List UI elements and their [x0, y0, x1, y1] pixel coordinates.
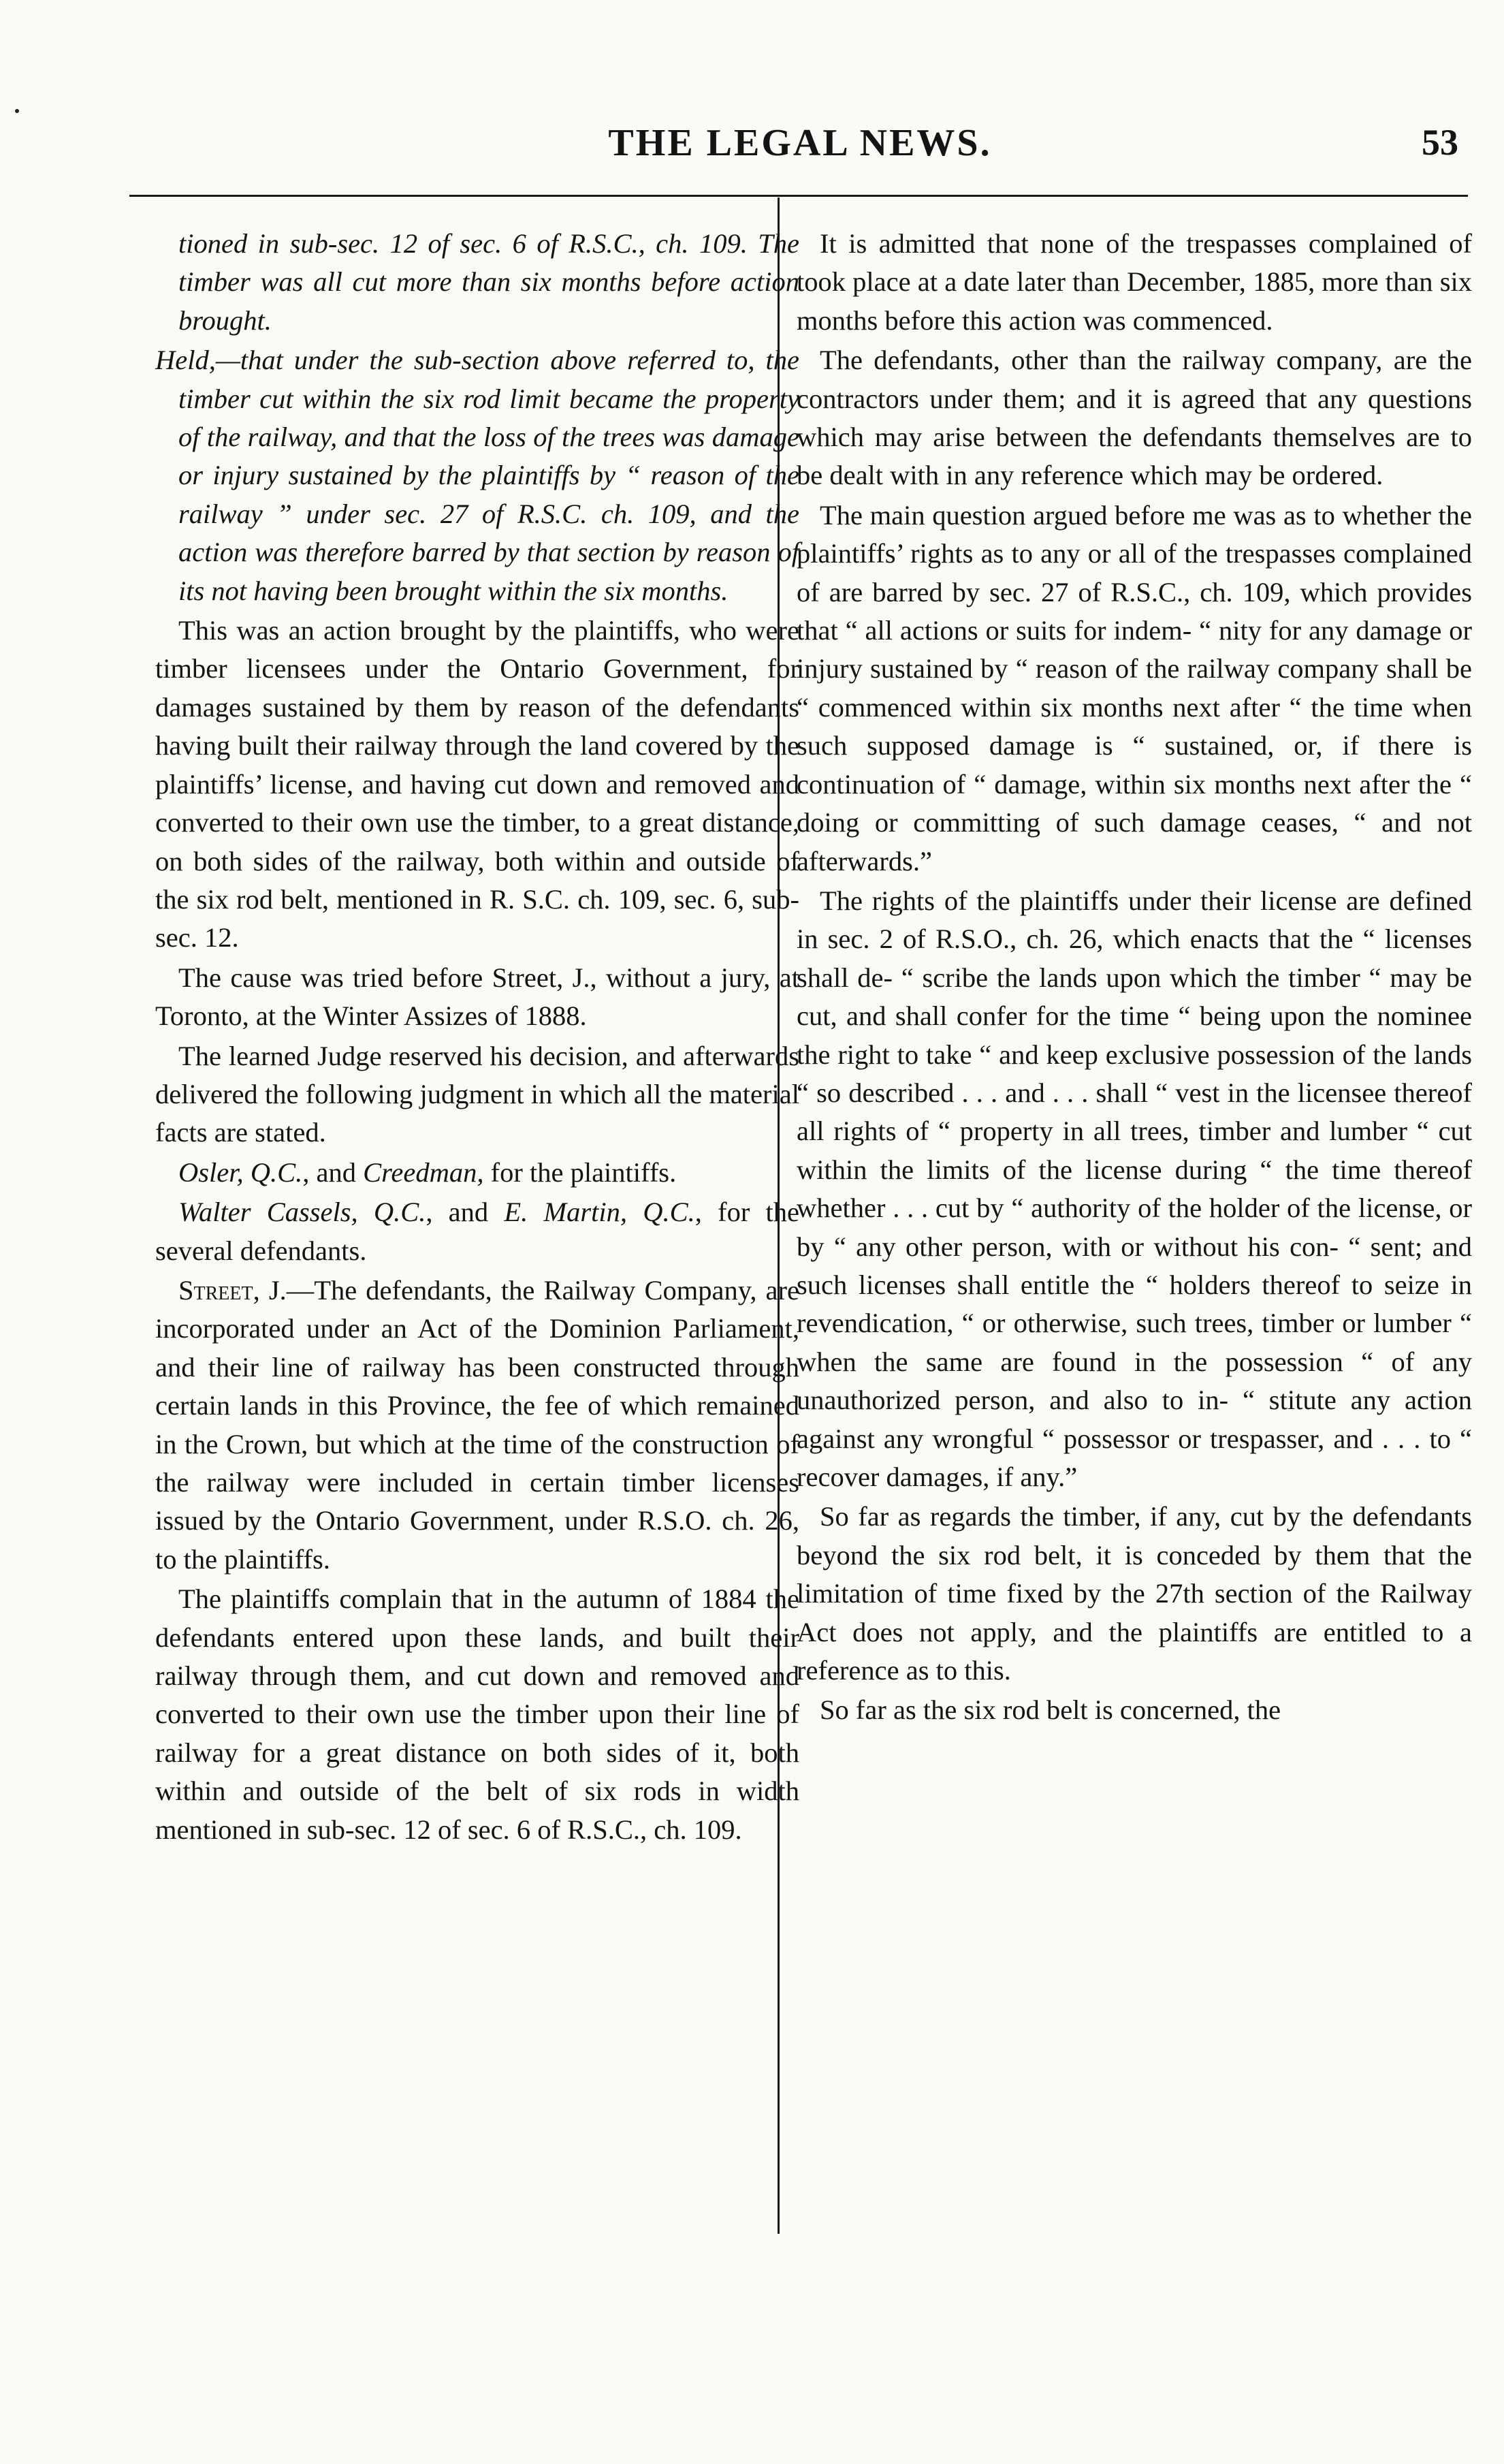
page-number: 53: [1422, 122, 1458, 163]
judge-name: Street: [178, 1274, 253, 1306]
left-column: [155, 225, 799, 1850]
judgment-text: , J.—The defendants, the Railway Company, are incorporated under an Act of the Dominion Parliament, and their line of railway has been constructed through certain lands in this Province, the fee of which remained in the Crown, but which at the time of the construction of the railway were included in certain timber licenses issued by the Ontario Government, under R.S.O. ch. 26, to the plaintiffs.: [155, 1274, 799, 1575]
counsel-plaintiffs: [155, 1154, 799, 1192]
paragraph-judgment: [155, 1272, 799, 1579]
headnote-continuation: tioned in sub-sec. 12 of sec. 6 of R.S.C., ch. 109. The timber was all cut more than six months before action brought.: [178, 228, 799, 336]
paragraph-reserved: The learned Judge reserved his decision, and afterwards delivered the following judgment in which all the material facts are stated.: [155, 1040, 799, 1148]
counsel-name: Creedman,: [363, 1156, 484, 1188]
right-column: [797, 225, 1472, 1731]
counsel-name: Walter Cassels, Q.C.: [178, 1197, 426, 1228]
page-header: [129, 116, 1471, 177]
margin-speck: [15, 109, 19, 113]
counsel-role: for the plaintiffs.: [483, 1156, 677, 1188]
counsel-name: E. Martin, Q.C.: [504, 1197, 695, 1228]
counsel-name: Osler, Q.C.: [178, 1156, 303, 1188]
paragraph-beyond-belt: So far as regards the timber, if any, cut by the defendants beyond the six rod belt, it is conceded by them that the limitation of time fixed by the 27th section of the Railway Act does not apply, and the plaintiffs are entitled to a reference as to this.: [797, 1501, 1472, 1686]
paragraph-contractors: The defendants, other than the railway company, are the contractors under them; and it is agreed that any questions which may arise between the defendants themselves are to be dealt with in any reference which may be ordered.: [797, 345, 1472, 491]
paragraph-trial: The cause was tried before Street, J., without a jury, at Toronto, at the Winter Assizes of 1888.: [155, 962, 799, 1032]
paragraph-admitted: It is admitted that none of the trespasses complained of took place at a date later than December, 1885, more than six months before this action was commenced.: [797, 228, 1472, 336]
counsel-join: , and: [302, 1156, 364, 1188]
paragraph-six-rod-belt: So far as the six rod belt is concerned, the: [820, 1694, 1281, 1726]
paragraph-complaint: The plaintiffs complain that in the autumn of 1884 the defendants entered upon these lands, and built their railway through them, and cut down and removed and converted to their own use the timber upon their line of railway for a great distance on both sides of it, both within and outside of the belt of six rods in width mentioned in sub-sec. 12 of sec. 6 of R.S.C., ch. 109.: [155, 1583, 799, 1845]
paragraph-main-question: The main question argued before me was as to whether the plaintiffs’ rights as to any or all of the trespasses complained of are barred by sec. 27 of R.S.C., ch. 109, which provides that “ all actions or suits for indem- “ nity for any damage or injury sustained by “ reason of the railway company shall be “ commenced within six months next after “ the time when such supposed damage is “ sustained, or, if there is continuation of “ damage, within six months next after the “ doing or committing of such damage ceases, “ and not afterwards.”: [797, 499, 1472, 876]
paragraph-action: This was an action brought by the plaintiffs, who were timber licensees under the Ontario Government, for damages sustained by them by reason of the defendants having built their railway through the land covered by the plaintiffs’ license, and having cut down and removed and converted to their own use the timber, to a great distance, on both sides of the railway, both within and outside of the six rod belt, mentioned in R. S.C. ch. 109, sec. 6, sub-sec. 12.: [155, 615, 799, 953]
headnote-held: Held,—that under the sub-section above referred to, the timber cut within the six rod limit became the property of the railway, and that the loss of the trees was damage or injury sustained by the plaintiffs by “ reason of the railway ” under sec. 27 of R.S.C. ch. 109, and the action was therefore barred by that section by reason of its not having been brought within the six months.: [155, 345, 799, 606]
counsel-defendants: [155, 1193, 799, 1270]
header-rule: [129, 195, 1468, 197]
running-title: THE LEGAL NEWS.: [608, 122, 992, 164]
counsel-join: , and: [426, 1197, 505, 1228]
paragraph-license-rights: The rights of the plaintiffs under their license are defined in sec. 2 of R.S.O., ch. 26, which enacts that the “ licenses shall de- “ scribe the lands upon which the timber “ may be cut, and shall confer for the time “ being upon the nominee the right to take “ and keep exclusive possession of the lands “ so described . . . and . . . shall “ vest in the licensee thereof all rights of “ property in all trees, timber and lumber “ cut within the limits of the license during “ the time thereof whether . . . cut by “ authority of the holder of the license, or by “ any other person, with or without his con- “ sent; and such licenses shall entitle the “ holders thereof to seize in revendication, “ or otherwise, such trees, timber or lumber “ when the same are found in the possession “ of any unauthorized person, and also to in- “ stitute any action against any wrongful “ possessor or trespasser, and . . . to “ recover damages, if any.”: [797, 885, 1472, 1492]
counsel-role: , for the several defendants.: [155, 1197, 799, 1266]
